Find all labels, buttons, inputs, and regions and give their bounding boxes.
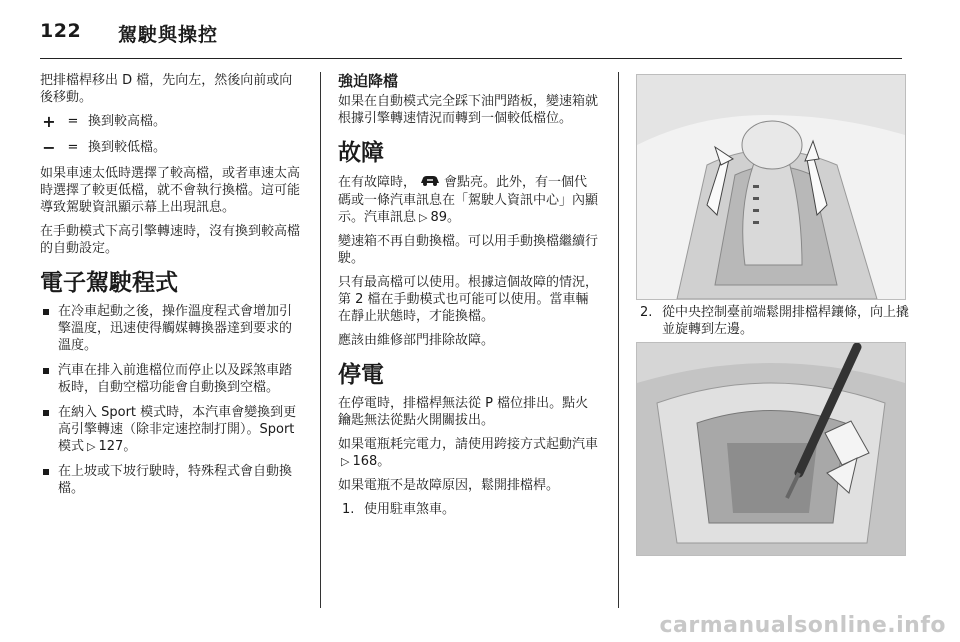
text-fragment: 會點亮。此外，有一個代碼或一條汽車訊息在「駕駛人資訊中心」內顯示。汽車訊息 [338, 175, 599, 225]
shift-up-text: 換到較高檔。 [88, 114, 167, 129]
header-divider [40, 58, 902, 59]
text-fragment: 如果電瓶耗完電力，請使用跨接方式起動汽車 [338, 437, 599, 452]
car-fault-icon [419, 173, 441, 192]
paragraph: 變速箱不再自動換檔。可以用手動換檔繼續行駛。 [338, 234, 599, 266]
triangle-right-icon[interactable]: ▷ [87, 440, 96, 453]
step-number: 2. [640, 305, 653, 320]
paragraph: 如果在自動模式完全踩下油門踏板，變速箱就根據引擎轉速情況而轉到一個較低檔位。 [338, 94, 599, 126]
step-number: 1. [342, 502, 355, 517]
text-fragment: 在有故障時， [338, 175, 417, 190]
bullet-list [40, 303, 302, 497]
section-heading-fault: 故障 [338, 140, 384, 166]
gear-lever-illustration [636, 74, 906, 300]
fault-paragraph [338, 173, 600, 226]
numbered-step-1 [338, 501, 600, 518]
chapter-title: 駕駛與操控 [118, 24, 219, 46]
paragraph: 如果電瓶不是故障原因，鬆開排檔桿。 [338, 478, 560, 493]
column-divider-1 [320, 72, 321, 608]
shift-trim-removal-illustration [636, 342, 906, 556]
list-item: 在上坡或下坡行駛時，特殊程式會自動換檔。 [40, 463, 302, 497]
paragraph: 在手動模式下高引擎轉速時，沒有換到較高檔的自動設定。 [40, 224, 301, 256]
paragraph: 如果車速太低時選擇了較高檔，或者車速太高時選擇了較更低檔，就不會執行換檔。這可能導致駕駛資訊顯示幕上出現訊息。 [40, 166, 301, 215]
shift-down-row [40, 139, 302, 156]
list-item: 汽車在排入前進檔位而停止以及踩煞車踏板時，自動空檔功能會自動換到空檔。 [40, 362, 302, 396]
page-number: 122 [40, 20, 82, 42]
paragraph [338, 436, 600, 470]
page-header [40, 16, 920, 50]
equals-sign: = [67, 114, 79, 129]
punctuation: 。 [123, 439, 137, 454]
shift-down-text: 換到較低檔。 [88, 140, 167, 155]
list-item [40, 404, 302, 455]
list-item-text: 在納入 Sport 模式時，本汽車會變換到更高引擎轉速（除非定速控制打開）。Sport 模式 [58, 405, 297, 454]
equals-sign: = [67, 140, 79, 155]
intro-text: 把排檔桿移出 D 檔，先向左，然後向前或向後移動。 [40, 73, 293, 105]
shift-up-row [40, 113, 302, 130]
triangle-right-icon[interactable]: ▷ [341, 455, 350, 468]
triangle-right-icon[interactable]: ▷ [419, 211, 428, 224]
paragraph: 只有最高檔可以使用。根據這個故障的情況，第 2 檔在手動模式也可能可以使用。當車輛在靜止狀態時，才能換檔。 [338, 275, 599, 324]
plus-icon: + [42, 112, 56, 131]
list-item: 在冷車起動之後，操作溫度程式會增加引擎溫度，迅速使得觸媒轉換器達到要求的溫度。 [40, 303, 302, 354]
minus-icon: − [42, 138, 56, 157]
watermark: carmanualsonline.info [659, 613, 946, 638]
punctuation: 。 [447, 210, 461, 225]
page-ref[interactable]: 168 [352, 454, 378, 469]
numbered-step-2 [640, 304, 910, 338]
section-heading-electronic-programs: 電子駕駛程式 [40, 270, 178, 296]
paragraph: 在停電時，排檔桿無法從 P 檔位排出。點火鑰匙無法從點火開關拔出。 [338, 396, 589, 428]
page-ref[interactable]: 127 [98, 439, 124, 454]
step-text: 使用駐車煞車。 [364, 502, 456, 517]
column-left [40, 72, 302, 505]
section-heading-power-failure: 停電 [338, 362, 384, 388]
paragraph: 應該由維修部門排除故障。 [338, 333, 495, 348]
punctuation: 。 [377, 454, 391, 469]
column-middle [338, 72, 600, 518]
section-heading-kickdown: 強迫降檔 [338, 72, 399, 90]
page-ref[interactable]: 89 [430, 210, 448, 225]
column-divider-2 [618, 72, 619, 608]
step-text: 從中央控制臺前端鬆開排檔桿鑲條，向上撬並旋轉到左邊。 [662, 305, 910, 337]
